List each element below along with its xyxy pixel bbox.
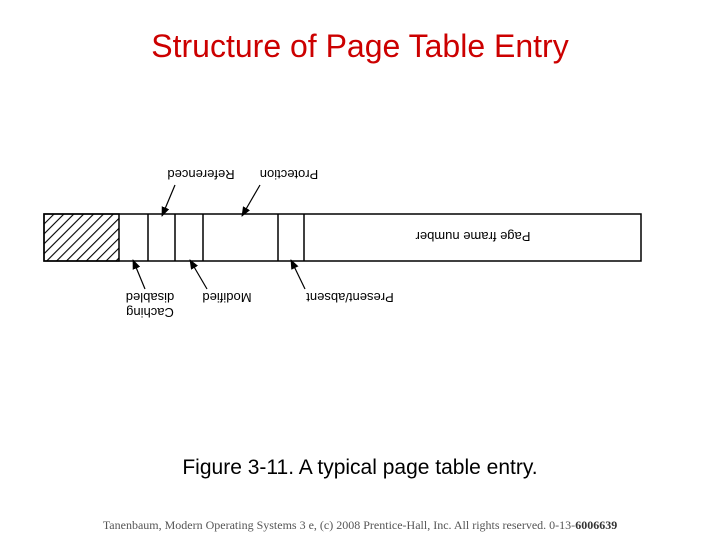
entry-outline	[44, 214, 641, 261]
present-absent-label: Present/absent	[306, 290, 394, 305]
protection-label: Protection	[259, 167, 319, 182]
slide-title: Structure of Page Table Entry	[151, 28, 569, 64]
footer-text: Tanenbaum, Modern Operating Systems 3 e, (c) 2008 Prentice-Hall, Inc. All rights reserved. 0-13-	[102, 518, 576, 532]
footer-isbn: 6006639	[575, 518, 618, 532]
modified-label: Modified	[202, 290, 252, 305]
page-frame-number-label: Page frame number	[415, 229, 531, 244]
referenced-label: Referenced	[167, 167, 235, 182]
copyright-footer	[0, 517, 720, 533]
unused-bits-field	[44, 214, 119, 261]
modified-arrow	[190, 260, 207, 289]
caching-disabled-arrow	[133, 260, 145, 289]
protection-arrow	[242, 185, 260, 216]
present-absent-arrow	[291, 260, 305, 289]
caching-disabled-label-line2: Caching	[126, 305, 174, 320]
referenced-arrow	[162, 185, 175, 216]
figure-caption: Figure 3-11. A typical page table entry.	[182, 456, 538, 479]
caching-disabled-label-line1: disabled	[125, 290, 175, 305]
